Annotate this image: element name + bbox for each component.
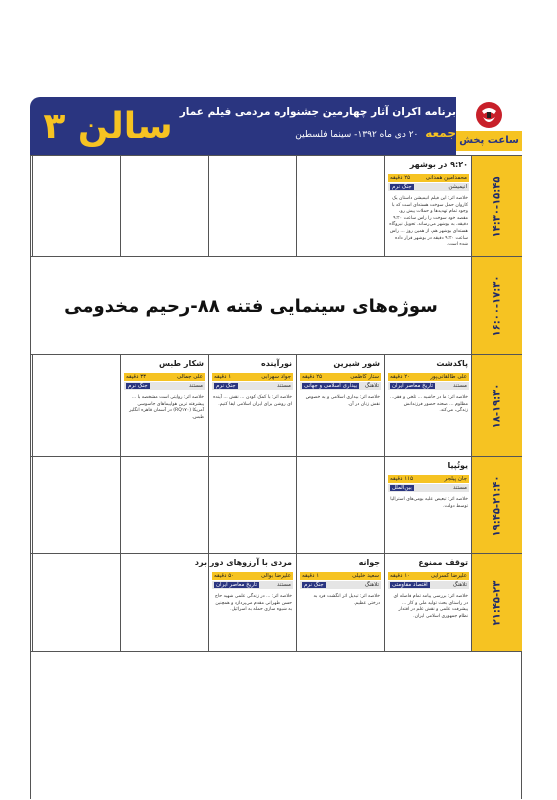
film-title: نورآینده	[261, 359, 292, 368]
genre-category	[124, 382, 205, 390]
schedule-row	[30, 155, 522, 257]
header-text	[179, 97, 456, 155]
header-bar	[30, 97, 522, 155]
film-cell	[32, 457, 120, 554]
film-cell	[296, 156, 384, 257]
film-genre: مستند	[276, 383, 291, 389]
film-cell	[296, 554, 384, 652]
time-cell	[471, 554, 522, 652]
time-slot: ۲۱:۴۵-۲۳	[491, 580, 503, 626]
director-name: علیرضا بوالی	[260, 573, 291, 579]
film-synopsis: خلاصه اثر: تبعیض علیه بومی‌های استرالیا توسط دولت.	[390, 497, 468, 509]
film-category: تاریخ معاصر ایران	[392, 383, 434, 389]
film-title: مردی با آرزوهای دور برد	[194, 558, 292, 567]
director-duration	[300, 373, 381, 381]
film-cell	[296, 457, 384, 554]
film-genre: مستند	[188, 383, 203, 389]
genre-category	[212, 382, 293, 390]
film-cell	[120, 355, 208, 457]
genre-category	[388, 581, 469, 589]
film-genre: انیمیشن	[448, 184, 467, 190]
genre-category	[388, 382, 469, 390]
director-name: علی طالقانی‌پور	[430, 374, 467, 380]
film-cell	[296, 355, 384, 457]
time-slot: ۱۶:۰۰-۱۷:۳۰	[491, 275, 503, 337]
film-cell	[208, 457, 296, 554]
director-name: جواد سهرابی	[261, 374, 291, 380]
film-title: توقف ممنوع	[418, 558, 468, 567]
film-cell	[32, 156, 120, 257]
director-name: جان پیلجر	[444, 476, 467, 482]
time-cell	[471, 257, 522, 355]
film-duration: ۱ دقیقه	[214, 374, 232, 380]
film-cell	[384, 554, 472, 652]
film-cell	[384, 156, 472, 257]
director-duration	[212, 373, 293, 381]
film-category: جنگ نرم	[216, 383, 236, 389]
film-synopsis: خلاصه اثر: با کمک کودن ... نقش ... آینده ای روشن برای ایران اسلامی ایفا کنیم.	[213, 395, 292, 407]
film-category: بین‌الملل	[392, 485, 412, 491]
director-duration	[124, 373, 205, 381]
time-column-header: ساعت پخش	[456, 131, 522, 151]
director-name: علی جمالی	[177, 374, 203, 380]
director-duration	[388, 572, 469, 580]
genre-category	[212, 581, 293, 589]
time-cell	[471, 156, 522, 257]
film-duration: ۱۱۵ دقیقه	[390, 476, 414, 482]
genre-category	[388, 484, 469, 492]
film-genre: تلاهنگ	[364, 582, 379, 588]
film-cell	[32, 355, 120, 457]
schedule-row	[30, 354, 522, 457]
film-title: یوتُپیا	[447, 461, 468, 470]
film-duration: ۲۵ دقیقه	[302, 374, 323, 380]
film-duration: ۲۵ دقیقه	[390, 175, 411, 181]
film-cell	[120, 554, 208, 652]
director-duration	[300, 572, 381, 580]
film-genre: تلاهنگ	[452, 582, 467, 588]
schedule-row	[30, 456, 522, 554]
genre-category	[300, 382, 381, 390]
film-category: تاریخ معاصر ایران	[216, 582, 258, 588]
film-synopsis: خلاصه اثر: تبدیل اثر انگشت فرد به درختی عظیم.	[313, 594, 380, 606]
time-slot: ۱۸-۱۹:۳۰	[491, 383, 503, 429]
director-name: علیرضا کسرایی	[430, 573, 467, 579]
director-name: محمدامین همدانی	[425, 175, 467, 181]
ammar-logo-icon	[474, 100, 504, 130]
film-category: بیداری اسلامی و جهانی	[304, 383, 358, 389]
film-genre: تلاهنگ	[364, 383, 379, 389]
film-cell	[120, 156, 208, 257]
film-title: جوانه	[358, 558, 380, 567]
film-cell	[384, 355, 472, 457]
film-cell	[208, 355, 296, 457]
director-name: سعید خلیلی	[352, 573, 379, 579]
film-synopsis: خلاصه اثر: بیداری اسلامی و به خصوص نقش زنان در آن.	[305, 395, 380, 407]
program-title-wide: سوژه‌های سینمایی فتنه ۸۸-رحیم مخدومی	[64, 295, 438, 317]
date-place: ۲۰ دی ماه ۱۳۹۲- سینما فلسطین	[295, 130, 419, 140]
director-duration	[388, 174, 469, 182]
day-label: جمعه	[425, 126, 456, 140]
film-genre: مستند	[276, 582, 291, 588]
program-title: برنامه اکران آثار چهارمین جشنواره مردمی فیلم عمار	[179, 106, 456, 118]
film-duration: ۵۰ دقیقه	[214, 573, 235, 579]
table-bottom-border	[30, 651, 522, 652]
film-title: شور شیرین	[333, 359, 380, 368]
film-cell	[194, 554, 296, 652]
film-genre: مستند	[452, 485, 467, 491]
schedule-row	[30, 256, 522, 355]
film-cell	[120, 457, 208, 554]
genre-category	[300, 581, 381, 589]
director-name: ستار کاظمی	[350, 374, 379, 380]
film-duration: ۱ دقیقه	[302, 573, 320, 579]
film-category: جنگ نرم	[128, 383, 148, 389]
schedule-row	[30, 553, 522, 652]
film-duration: ۳۳ دقیقه	[126, 374, 147, 380]
film-duration: ۲۰ دقیقه	[390, 374, 411, 380]
time-slot: ۱۴:۳۰-۱۵:۴۵	[491, 176, 503, 237]
film-synopsis: خلاصه اثر: ... در زندگی علمی شهید حاج حسن طهرانی مقدم می‌پردازد و همچنین به شیوه سازی حمله به اسرائیل.	[214, 594, 292, 613]
genre-category	[388, 183, 469, 191]
hall-title: سالن ۳	[43, 105, 173, 147]
time-cell	[471, 457, 522, 554]
film-synopsis: خلاصه اثر: ما در حاشیه ... تلخی و فقر... مظلوم ... صحنه حضور فرزندانش زندگی، می‌کند.	[390, 395, 468, 414]
film-title: شکار طبس	[158, 359, 204, 368]
date-line	[295, 126, 456, 140]
film-synopsis: خلاصه اثر: این فیلم انیمیشن داستان یک کاروان حمل سوخت هسته‌ای است که با وجود تمام تهدیدها و حملات پیش رو، مقصد خود سوخت را راس ساعت ۹:۲۰ دقیقه، به بوشهر می‌رساند. تحویل نیروگاه هسته‌ای بوشهر هم، از همین روز ... راس ساعت ۹:۲۰ دقیقه در بوشهر قرار داده شده است.	[389, 196, 468, 248]
director-duration	[388, 475, 469, 483]
film-title: پاکدشت	[436, 359, 468, 368]
time-slot: ۱۹:۴۵-۲۱:۴۰	[491, 475, 503, 536]
festival-logo	[456, 97, 522, 155]
film-cell	[32, 554, 120, 652]
film-category: اقتصاد مقاومتی	[392, 582, 428, 588]
film-cell	[208, 156, 296, 257]
film-synopsis: خلاصه اثر: روایتی است مشخصه با ... پیشرفته ترین هواپیماهای جاسوسی آمریکا (RQ۱۷۰) در آسمان قاهره انگلیز طبس.	[129, 395, 204, 420]
director-duration	[212, 572, 293, 580]
director-duration	[388, 373, 469, 381]
film-genre: مستند	[452, 383, 467, 389]
film-category: جنگ نرم	[304, 582, 324, 588]
time-cell	[471, 355, 522, 457]
film-duration: ۱۰ دقیقه	[390, 573, 411, 579]
film-title: ۹:۲۰ در بوشهر	[409, 160, 468, 169]
film-synopsis: خلاصه اثر: بررسی پیامد تمام فاصله ای در راستای بحث تولید ملی و کار ... پیشرفت علمی و نقش علم در اقتدار نظام جمهوری اسلامی ایران.	[393, 594, 468, 619]
film-cell	[384, 457, 472, 554]
film-category: جنگ نرم	[392, 184, 412, 190]
